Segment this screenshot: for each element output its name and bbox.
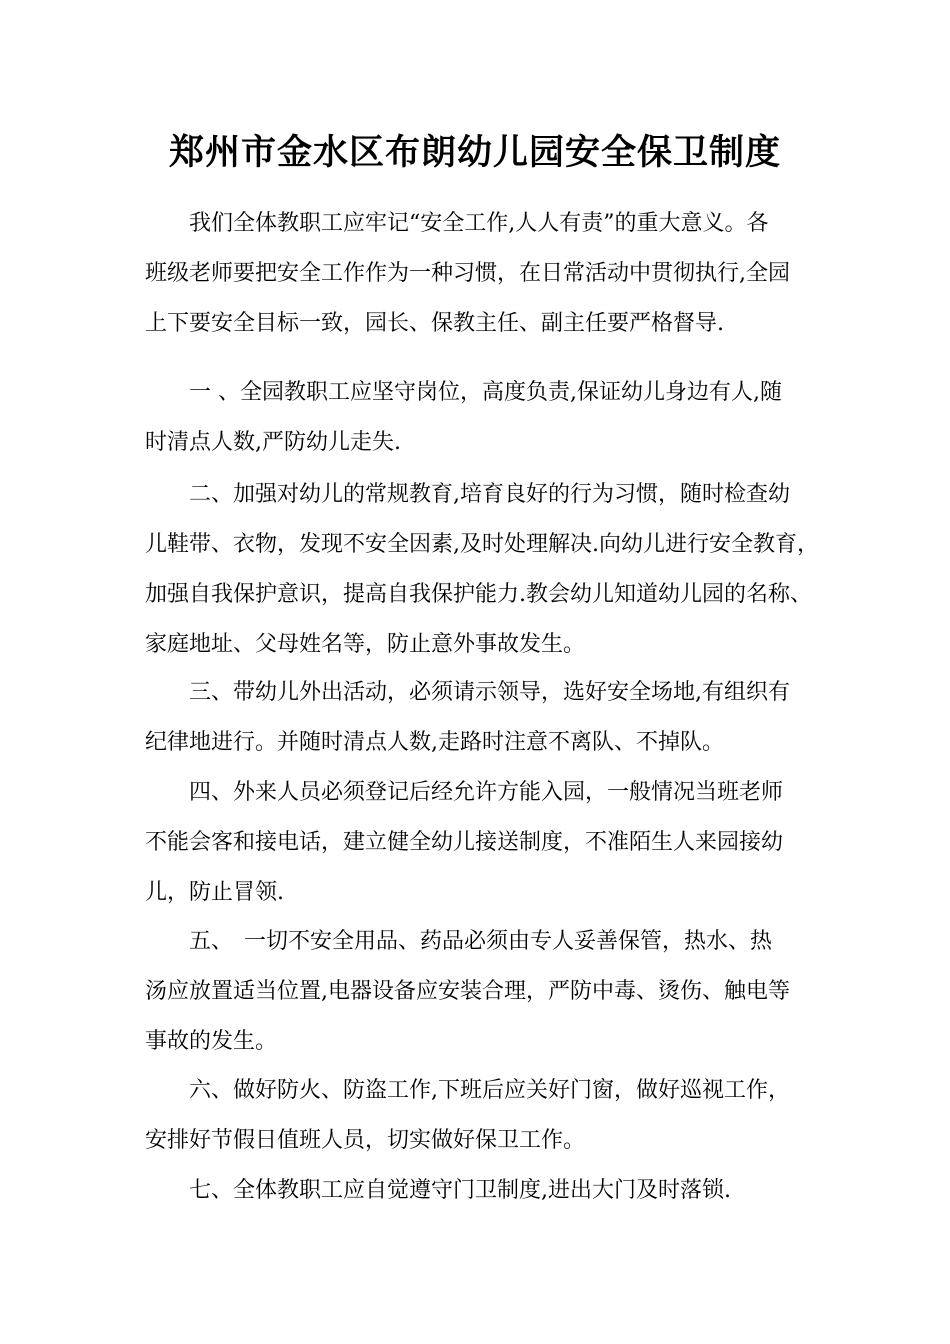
paragraph-line: 不能会客和接电话，建立健全幼儿接送制度，不准陌生人来园接幼	[145, 830, 784, 855]
paragraph-item-3	[145, 668, 809, 768]
paragraph-line: 儿，防止冒领.	[145, 880, 284, 905]
paragraph-line: 时清点人数,严防幼儿走失.	[145, 430, 401, 455]
paragraph-line: 二、加强对幼儿的常规教育,培育良好的行为习惯，随时检查幼	[189, 482, 790, 507]
paragraph-line: 六、做好防火、防盗工作,下班后应关好门窗，做好巡视工作，	[189, 1078, 790, 1103]
paragraph-item-4	[145, 768, 809, 918]
paragraph-item-2	[145, 470, 819, 670]
paragraph-line: 七、全体教职工应自觉遵守门卫制度,进出大门及时落锁.	[189, 1178, 731, 1203]
paragraph-line: 我们全体教职工应牢记“安全工作,人人有责”的重大意义。各	[189, 211, 769, 236]
document-title: 郑州市金水区布朗幼儿园安全保卫制度	[168, 133, 781, 173]
paragraph-line: 上下要安全目标一致，园长、保教主任、副主任要严格督导.	[145, 311, 724, 336]
paragraph-line: 儿鞋带、衣物，发现不安全因素,及时处理解决.向幼儿进行安全教育，	[145, 532, 819, 557]
paragraph-line: 加强自我保护意识，提高自我保护能力.教会幼儿知道幼儿园的名称、	[145, 582, 812, 607]
paragraph-item-7	[145, 1166, 809, 1216]
paragraph-line: 四、外来人员必须登记后经允许方能入园，一般情况当班老师	[189, 780, 784, 805]
paragraph-line: 事故的发生。	[145, 1029, 278, 1054]
paragraph-line: 一 、全园教职工应坚守岗位，高度负责,保证幼儿身边有人,随	[189, 380, 782, 405]
paragraph-line: 家庭地址、父母姓名等，防止意外事故发生。	[145, 632, 586, 657]
paragraph-line: 安排好节假日值班人员，切实做好保卫工作。	[145, 1128, 586, 1153]
paragraph-item-6	[145, 1066, 809, 1166]
paragraph-line: 五、 一切不安全用品、药品必须由专人妥善保管，热水、热	[189, 929, 773, 954]
paragraph-line: 三、带幼儿外出活动，必须请示领导，选好安全场地,有组织有	[189, 680, 790, 705]
paragraph-item-5	[145, 917, 809, 1067]
paragraph-line: 班级老师要把安全工作作为一种习惯，在日常活动中贯彻执行,全园	[145, 261, 790, 286]
paragraph-line: 纪律地进行。并随时清点人数,走路时注意不离队、不掉队。	[145, 730, 724, 755]
paragraph-intro	[145, 199, 809, 349]
paragraph-line: 汤应放置适当位置,电器设备应安装合理，严防中毒、烫伤、触电等	[145, 979, 790, 1004]
paragraph-item-1	[145, 368, 809, 468]
